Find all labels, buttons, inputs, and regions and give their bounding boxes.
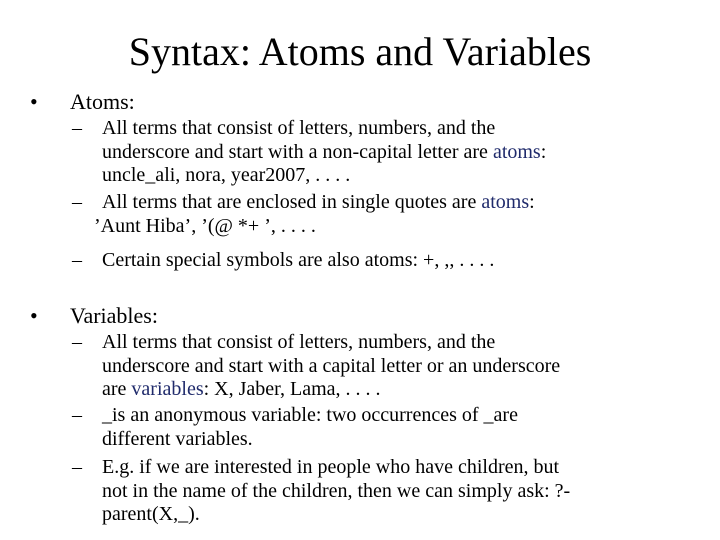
variables-item-1-line1: All terms that consist of letters, numbers, and the — [102, 331, 496, 353]
text-span: underscore and start with a non-capital letter are — [102, 140, 493, 163]
atoms-item-2-line1 — [102, 191, 692, 215]
variables-heading-row — [30, 303, 158, 328]
dash-icon: – — [72, 331, 82, 353]
variables-item-1-line3 — [102, 378, 692, 402]
text-span: All terms that are enclosed in single quotes are — [102, 191, 482, 213]
variables-heading: Variables: — [70, 303, 158, 328]
bullet-icon: • — [30, 303, 38, 328]
atoms-item-1-line1: All terms that consist of letters, numbers, and the — [102, 117, 496, 139]
atoms-heading: Atoms: — [70, 89, 135, 114]
text-span: : X, Jaber, Lama, . . . . — [203, 378, 381, 400]
variables-item-2-line2: different variables. — [102, 427, 253, 450]
atoms-heading-row — [30, 89, 135, 114]
variables-item-2-line1: _is an anonymous variable: two occurrences of _are — [102, 404, 518, 426]
variables-item-3-line3: parent(X,_). — [102, 503, 200, 525]
dash-icon: – — [72, 117, 82, 139]
keyword-atoms: atoms — [481, 191, 530, 213]
atoms-item-1-line3: uncle_ali, nora, year2007, . . . . — [102, 164, 351, 186]
variables-item-3-line1: E.g. if we are interested in people who have children, but — [102, 456, 560, 478]
dash-icon: – — [72, 404, 82, 426]
variables-item-3-line2: not in the name of the children, then we can simply ask: ?- — [102, 479, 571, 502]
text-span: : — [540, 140, 547, 163]
dash-icon: – — [72, 191, 82, 213]
keyword-variables: variables — [131, 378, 204, 400]
dash-icon: – — [72, 249, 82, 271]
atoms-item-2-line2: ’Aunt Hiba’, ’(@ *+ ’, . . . . — [94, 214, 316, 237]
text-span: : — [529, 191, 535, 213]
bullet-icon: • — [30, 89, 38, 114]
slide-title: Syntax: Atoms and Variables — [128, 29, 592, 74]
keyword-atoms: atoms — [492, 140, 541, 163]
text-span: are — [102, 378, 132, 400]
dash-icon: – — [72, 456, 82, 478]
atoms-item-3-line1: Certain special symbols are also atoms: +, ,, . . . . — [102, 249, 495, 271]
variables-item-1-line2: underscore and start with a capital letter or an underscore — [102, 354, 561, 377]
atoms-item-1-line2 — [102, 141, 692, 165]
